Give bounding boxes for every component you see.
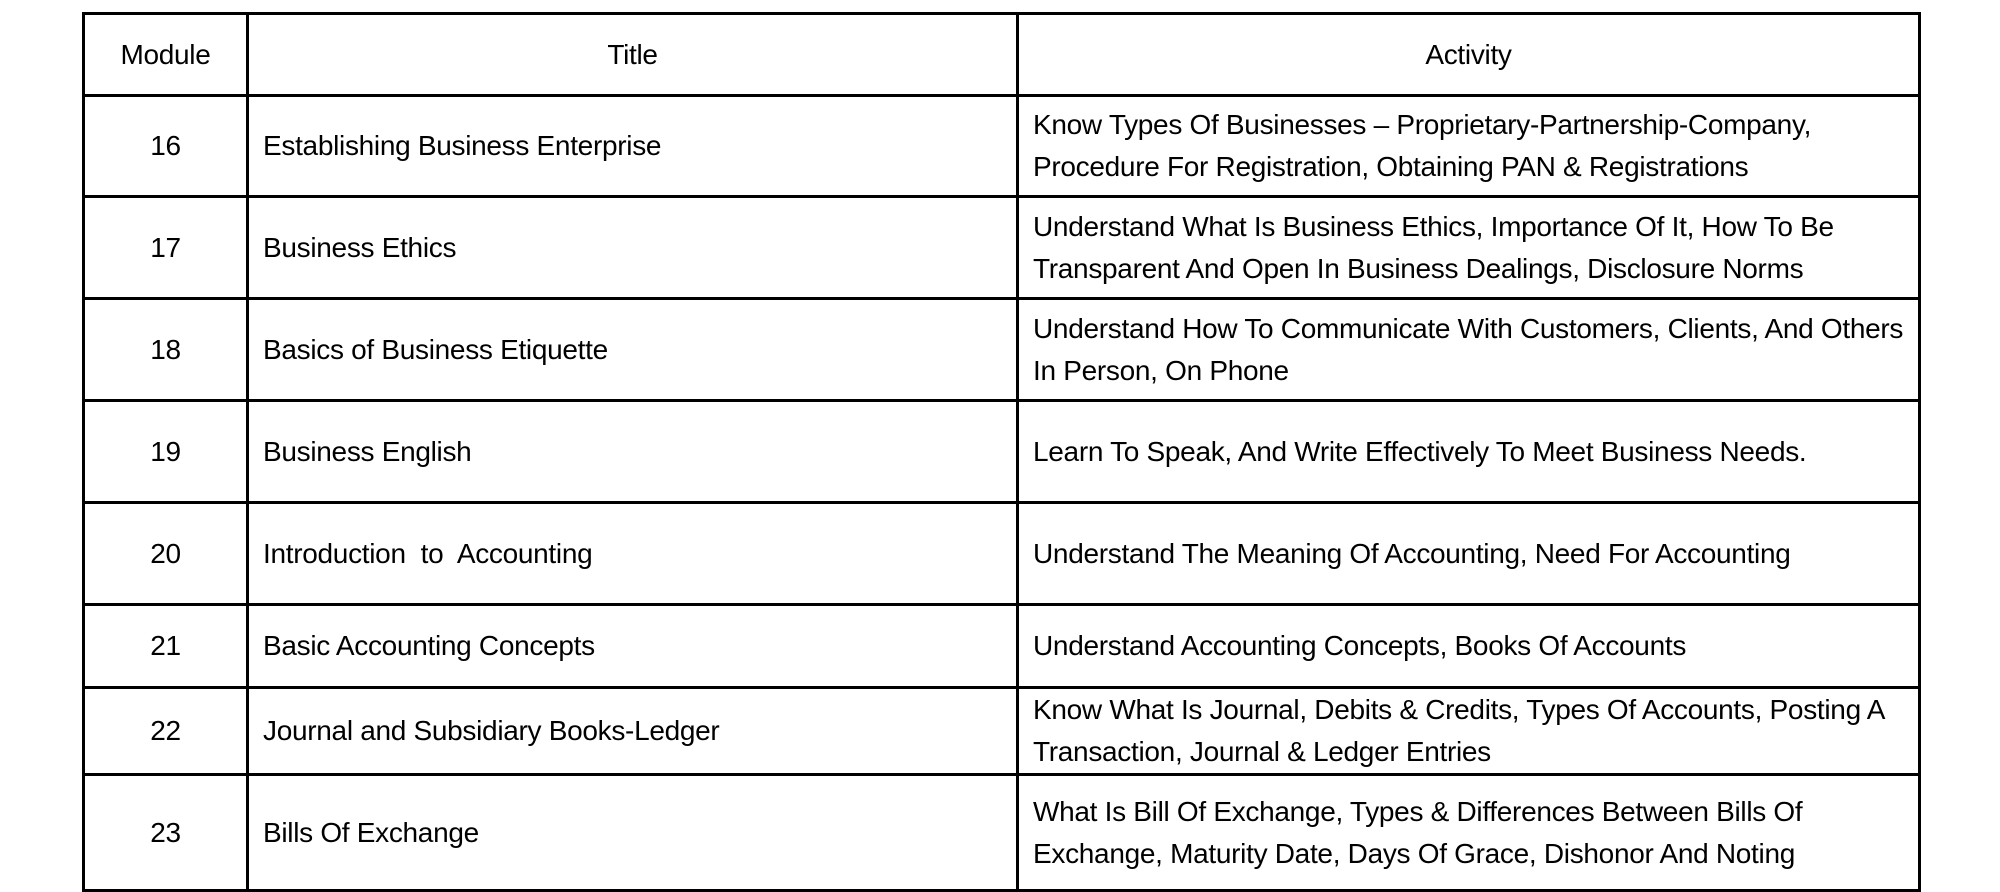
table-row <box>84 605 1920 688</box>
module-activity: Know Types Of Businesses – Proprietary-Partnership-Company, Procedure For Registration, Obtaining PAN & Registrations <box>1018 96 1920 197</box>
module-title: Business Ethics <box>248 197 1018 299</box>
module-number: 23 <box>84 775 248 891</box>
table-row <box>84 96 1920 197</box>
module-number: 18 <box>84 299 248 401</box>
course-module-table <box>82 12 1921 892</box>
table-row <box>84 401 1920 503</box>
module-title: Journal and Subsidiary Books-Ledger <box>248 688 1018 775</box>
module-title: Basic Accounting Concepts <box>248 605 1018 688</box>
table-body <box>84 96 1920 891</box>
module-activity: Learn To Speak, And Write Effectively To Meet Business Needs. <box>1018 401 1920 503</box>
module-title: Business English <box>248 401 1018 503</box>
module-activity: Understand How To Communicate With Customers, Clients, And Others In Person, On Phone <box>1018 299 1920 401</box>
module-title: Introduction to Accounting <box>248 503 1018 605</box>
table-row <box>84 775 1920 891</box>
module-title: Basics of Business Etiquette <box>248 299 1018 401</box>
header-row <box>84 14 1920 96</box>
module-number: 21 <box>84 605 248 688</box>
module-number: 22 <box>84 688 248 775</box>
module-activity: Understand Accounting Concepts, Books Of Accounts <box>1018 605 1920 688</box>
module-number: 20 <box>84 503 248 605</box>
module-activity: Understand What Is Business Ethics, Importance Of It, How To Be Transparent And Open In Business Dealings, Disclosure Norms <box>1018 197 1920 299</box>
table-row <box>84 503 1920 605</box>
module-number: 17 <box>84 197 248 299</box>
module-title: Establishing Business Enterprise <box>248 96 1018 197</box>
module-activity: Understand The Meaning Of Accounting, Need For Accounting <box>1018 503 1920 605</box>
module-activity: Know What Is Journal, Debits & Credits, Types Of Accounts, Posting A Transaction, Journal & Ledger Entries <box>1018 688 1920 775</box>
header-module: Module <box>84 14 248 96</box>
header-title: Title <box>248 14 1018 96</box>
table-row <box>84 299 1920 401</box>
header-activity: Activity <box>1018 14 1920 96</box>
module-number: 16 <box>84 96 248 197</box>
module-title: Bills Of Exchange <box>248 775 1018 891</box>
module-number: 19 <box>84 401 248 503</box>
module-activity: What Is Bill Of Exchange, Types & Differences Between Bills Of Exchange, Maturity Date, Days Of Grace, Dishonor And Noting <box>1018 775 1920 891</box>
table-row <box>84 688 1920 775</box>
table-row <box>84 197 1920 299</box>
table-header <box>84 14 1920 96</box>
